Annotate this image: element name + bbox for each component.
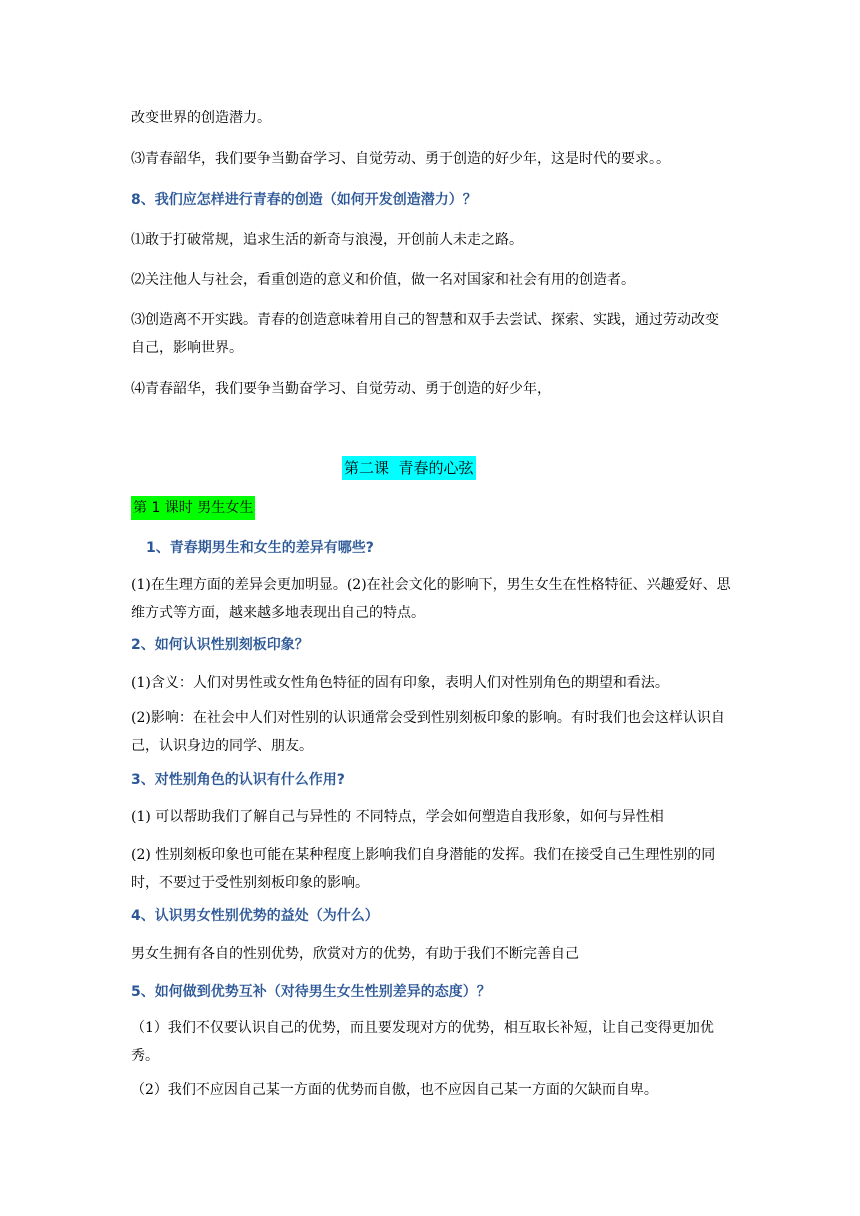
lesson-title: 第 1 课时 男生女生 <box>131 496 255 520</box>
question-8-heading: 8、我们应怎样进行青春的创造（如何开发创造潜力）？ <box>131 192 477 208</box>
question-3-heading: 3、对性别角色的认识有什么作用? <box>131 772 345 788</box>
answer-2-point-2: (2)影响：在社会中人们对性别的认识通常会受到性别刻板印象的影响。有时我们也会这样认识自己，认识身边的同学、朋友。 <box>131 710 725 754</box>
question-4-heading: 4、认识男女性别优势的益处（为什么） <box>131 908 379 924</box>
answer-3-point-2: (2) 性别刻板印象也可能在某种程度上影响我们自身潜能的发挥。我们在接受自己生理性别的同时，不要过于受性别刻板印象的影响。 <box>131 847 716 891</box>
answer-8-point-1: ⑴敢于打破常规，追求生活的新奇与浪漫，开创前人未走之路。 <box>131 232 523 248</box>
answer-2-point-1: (1)含义：人们对男性或女性角色特征的固有印象，表明人们对性别角色的期望和看法。 <box>131 675 669 691</box>
answer-8-point-3: ⑶创造离不开实践。青春的创造意味着用自己的智慧和双手去尝试、探索、实践，通过劳动改变自己，影响世界。 <box>131 312 719 356</box>
answer-5-point-1: （1）我们不仅要认识自己的优势，而且要发现对方的优势，相互取长补短，让自己变得更加优秀。 <box>131 1020 714 1064</box>
question-2-heading: 2、如何认识性别刻板印象？ <box>131 637 309 653</box>
paragraph-point-3: ⑶青春韶华，我们要争当勤奋学习、自觉劳动、勇于创造的好少年，这是时代的要求。。 <box>131 151 670 167</box>
answer-8-point-2: ⑵关注他人与社会，看重创造的意义和价值，做一名对国家和社会有用的创造者。 <box>131 272 635 288</box>
answer-1: (1)在生理方面的差异会更加明显。(2)在社会文化的影响下，男生女生在性格特征、兴趣爱好、思维方式等方面，越来越多地表现出自己的特点。 <box>131 577 731 621</box>
answer-3-point-1: (1) 可以帮助我们了解自己与异性的 不同特点，学会如何塑造自我形象，如何与异性相 <box>131 809 664 825</box>
chapter-title: 第二课 青春的心弦 <box>342 456 476 480</box>
question-5-heading: 5、如何做到优势互补（对待男生女生性别差异的态度）？ <box>131 984 491 1000</box>
answer-8-point-4: ⑷青春韶华，我们要争当勤奋学习、自觉劳动、勇于创造的好少年， <box>131 381 551 397</box>
paragraph-continuation: 改变世界的创造潜力。 <box>131 110 271 126</box>
answer-4: 男女生拥有各自的性别优势，欣赏对方的优势，有助于我们不断完善自己 <box>131 946 579 962</box>
answer-5-point-2: （2）我们不应因自己某一方面的优势而自傲，也不应因自己某一方面的欠缺而自卑。 <box>131 1082 658 1098</box>
question-1-heading: 1、青春期男生和女生的差异有哪些? <box>146 540 374 556</box>
